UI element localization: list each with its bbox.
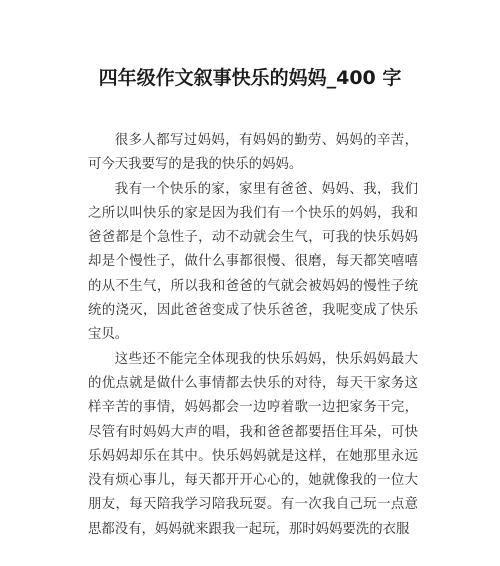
document-body [88,129,418,542]
paragraph-2: 我有一个快乐的家，家里有爸爸、妈妈、我，我们之所以叫快乐的家是因为我们有一个快乐的妈妈，我和爸爸都是个急性子，动不动就会生气，可我的快乐妈妈却是个慢性子，做什么事都很慢、很磨，每天都笑嘻嘻的从不生气，所以我和爸爸的气就会被妈妈的慢性子统统的浇灭，因此爸爸变成了快乐爸爸，我呢变成了快乐宝贝。 [88,181,418,343]
paragraph-1: 很多人都写过妈妈，有妈妈的勤劳、妈妈的辛苦，可今天我要写的是我的快乐的妈妈。 [88,133,418,173]
document-title: 四年级作文叙事快乐的妈妈_400 字 [98,67,402,89]
paragraph-3: 这些还不能完全体现我的快乐妈妈，快乐妈妈最大的优点就是做什么事情都去快乐的对待，每天干家务这样辛苦的事情，妈妈都会一边哼着歌一边把家务干完，尽管有时妈妈大声的唱，我和爸爸都要捂住耳朵，可快乐妈妈却乐在其中。快乐妈妈就是这样，在她那里永远没有烦心事儿，每天都开开心心的，她就像我的一位大朋友，每天陪我学习陪我玩耍。有一次我自己玩一点意思都没有，妈妈就来跟我一起玩，那时妈妈要洗的衣服 [88,351,418,537]
